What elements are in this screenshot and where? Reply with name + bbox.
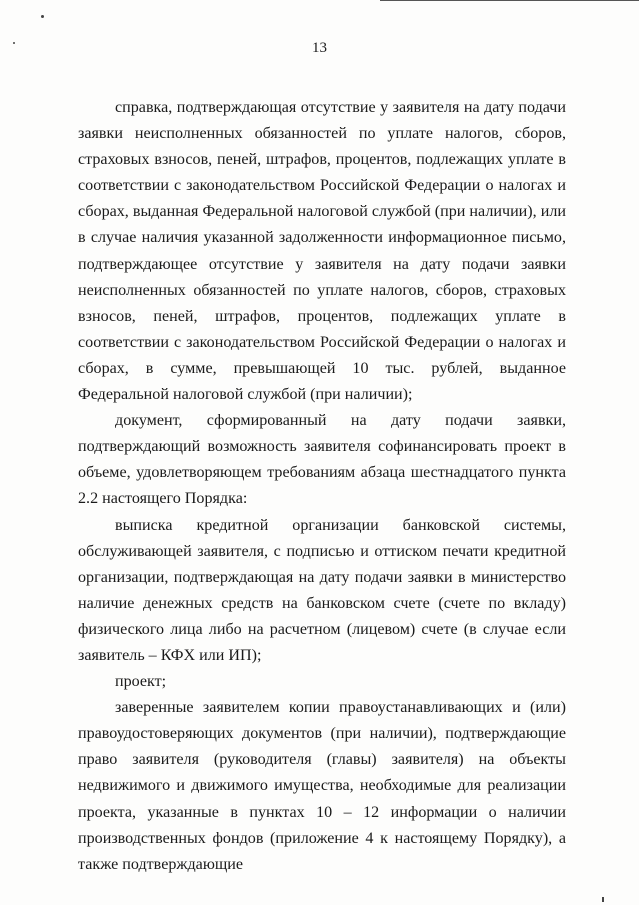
page-number: 13 [312, 40, 327, 56]
paragraph-project: проект; [115, 673, 167, 691]
document-body [78, 95, 566, 878]
scan-speck [602, 897, 604, 902]
paragraph-bank-statement: выписка кредитной организации банковской системы, обслуживающей заявителя, с подписью и оттиском печати кредитной организации, подтверждающая на дату подачи заявки в министерство наличие денежных средств на банковском счете (счете по вкладу) физического лица либо на расчетном (лицевом) счете (в случае если заявитель – КФХ или ИП); [78, 516, 566, 664]
paragraph-tax-certificate: справка, подтверждающая отсутствие у заявителя на дату подачи заявки неисполненных обязанностей по уплате налогов, сборов, страховых взносов, пеней, штрафов, процентов, подлежащих уплате в соответствии с законодательством Российской Федерации о налогах и сборах, выданная Федеральной налоговой службой (при наличии), или в случае наличия указанной задолженности информационное письмо, подтверждающее отсутствие у заявителя на дату подачи заявки неисполненных обязанностей по уплате налогов, сборов, страховых взносов, пеней, штрафов, процентов, подлежащих уплате в соответствии с законодательством Российской Федерации о налогах и сборах, в сумме, превышающей 10 тыс. рублей, выданное Федеральной налоговой службой (при наличии); [78, 99, 566, 404]
scan-speck [41, 15, 44, 18]
scan-edge-line [380, 0, 639, 1]
paragraph-cofinancing-document: документ, сформированный на дату подачи заявки, подтверждающий возможность заявителя софинансировать проект в объеме, удовлетворяющем требованиям абзаца шестнадцатого пункта 2.2 настоящего Порядка: [78, 412, 566, 508]
paragraph-property-documents: заверенные заявителем копии правоустанавливающих и (или) правоудостоверяющих документов (при наличии), подтверждающие право заявителя (руководителя (главы) заявителя) на объекты недвижимого и движимого имущества, необходимые для реализации проекта, указанные в пунктах 10 – 12 информации о наличии производственных фондов (приложение 4 к настоящему Порядку), а также подтверждающие [78, 699, 566, 873]
